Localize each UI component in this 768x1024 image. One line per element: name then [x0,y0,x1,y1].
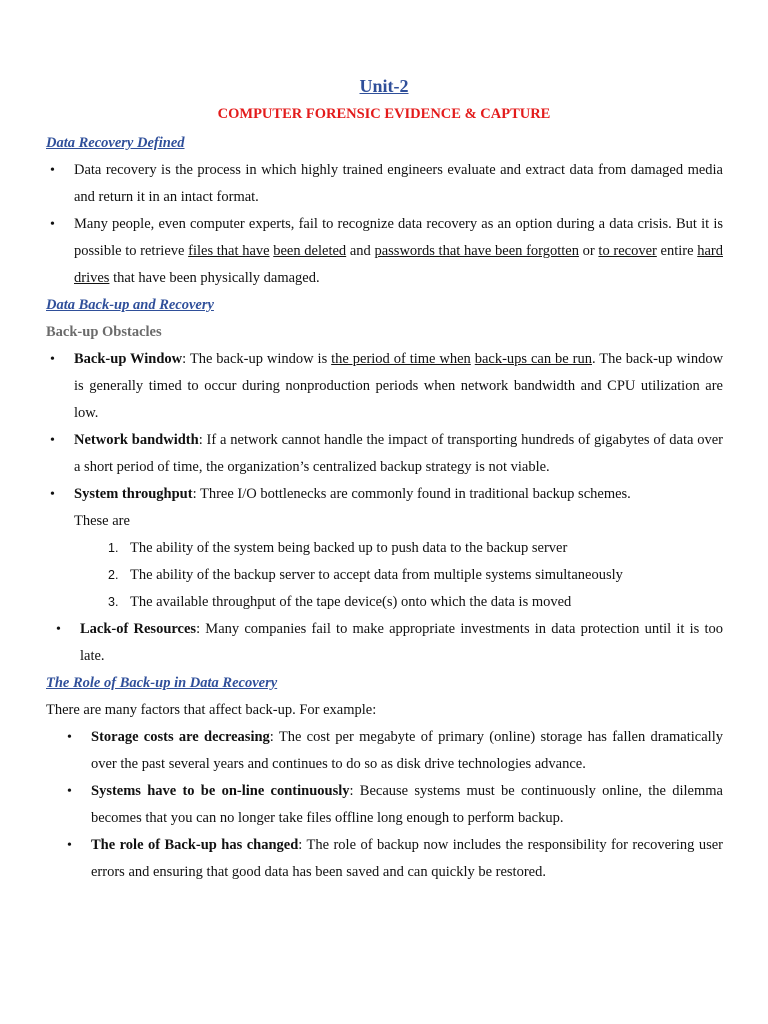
text-run: or [578,243,599,259]
numbered-item [46,589,723,616]
numbered-item [46,535,723,562]
text-run: : Three I/O bottlenecks are commonly found in traditional backup schemes. [192,486,631,502]
item-number: 3. [108,595,119,609]
bullet-icon: • [50,433,55,448]
section-heading-data-recovery-defined: Data Recovery Defined [46,135,185,151]
text-run: that have been physically damaged. [109,270,320,286]
bullet-icon: • [50,163,55,178]
list-item [46,481,723,508]
underlined-text: passwords that have been forgotten [374,243,579,259]
document-body [46,130,723,886]
list-item [46,346,723,427]
bullet-list [46,724,723,886]
text-run: : Many companies fail to make appropriate investments in data protection until it is too late. [80,621,723,664]
text-run: : The back-up window is [182,351,332,367]
bullet-icon: • [67,730,72,745]
item-text: The ability of the backup server to accept data from multiple systems simultaneously [130,567,623,583]
bold-term: Back-up Window [74,351,183,367]
text-run: : The cost per megabyte of primary (online) storage has fallen dramatically over the past several years and continues to do so as disk drive technologies advance. [91,729,723,772]
text-run: Many people, even computer experts, fail to recognize data recovery as an option during a data crisis. But it is possible to retrieve [74,216,723,259]
text-run: : The role of backup now includes the responsibility for recovering user errors and ensuring that good data has been saved and can quickly be restored. [91,837,724,880]
list-item [46,616,723,670]
underlined-text: files that have [188,243,270,259]
item-number: 1. [108,541,119,555]
bullet-icon: • [67,838,72,853]
intro-paragraph: There are many factors that affect back-up. For example: [46,702,377,718]
underlined-text: been deleted [273,243,347,259]
bullet-icon: • [50,217,55,232]
underlined-text: to recover [598,243,657,259]
bold-term: Systems have to be on-line continuously [91,783,350,799]
bold-term: The role of Back-up has changed [91,837,299,853]
bold-term: Storage costs are decreasing [91,729,270,745]
underlined-text: hard [697,243,723,259]
numbered-list [46,535,723,616]
list-item [46,427,723,481]
item-text: The available throughput of the tape device(s) onto which the data is moved [130,594,572,610]
section-heading-data-backup-recovery: Data Back-up and Recovery [46,297,214,313]
bold-term: Lack-of Resources [80,621,197,637]
text-run: and [346,243,375,259]
list-item [46,778,723,832]
bullet-icon: • [50,487,55,502]
bullet-list [46,616,723,670]
bold-term: System throughput [74,486,193,502]
text-run: . The back-up window is generally timed to occur during nonproduction periods when network bandwidth and CPU utilization are low. [74,351,724,421]
bullet-text: Data recovery is the process in which highly trained engineers evaluate and extract data from damaged media and return it in an intact format. [74,162,723,205]
bullet-icon: • [50,352,55,367]
list-item [46,724,723,778]
item-number: 2. [108,568,119,582]
text-run: : If a network cannot handle the impact of transporting hundreds of gigabytes of data over a short period of time, the organization’s centralized backup strategy is not viable. [74,432,724,475]
underlined-text: the period of time when [331,351,471,367]
bullet-list [46,157,723,292]
subheading-backup-obstacles: Back-up Obstacles [46,324,162,340]
bold-term: Network bandwidth [74,432,199,448]
list-item [46,211,723,292]
these-are-text: These are [74,513,130,529]
bullet-icon: • [67,784,72,799]
unit-title: Unit-2 [359,76,409,96]
list-item [46,832,723,886]
bullet-list [46,346,723,508]
section-heading-role-of-backup: The Role of Back-up in Data Recovery [46,675,278,691]
underlined-text: drives [74,270,110,286]
numbered-item [46,562,723,589]
underlined-text: back-ups can be run [474,351,592,367]
text-run: entire [656,243,698,259]
text-run: : Because systems must be continuously online, the dilemma becomes that you can no longer take files offline long enough to perform backup. [91,783,723,826]
item-text: The ability of the system being backed up to push data to the backup server [130,540,568,556]
document-subtitle: COMPUTER FORENSIC EVIDENCE & CAPTURE [217,106,551,122]
list-item [46,157,723,211]
bullet-icon: • [56,622,61,637]
